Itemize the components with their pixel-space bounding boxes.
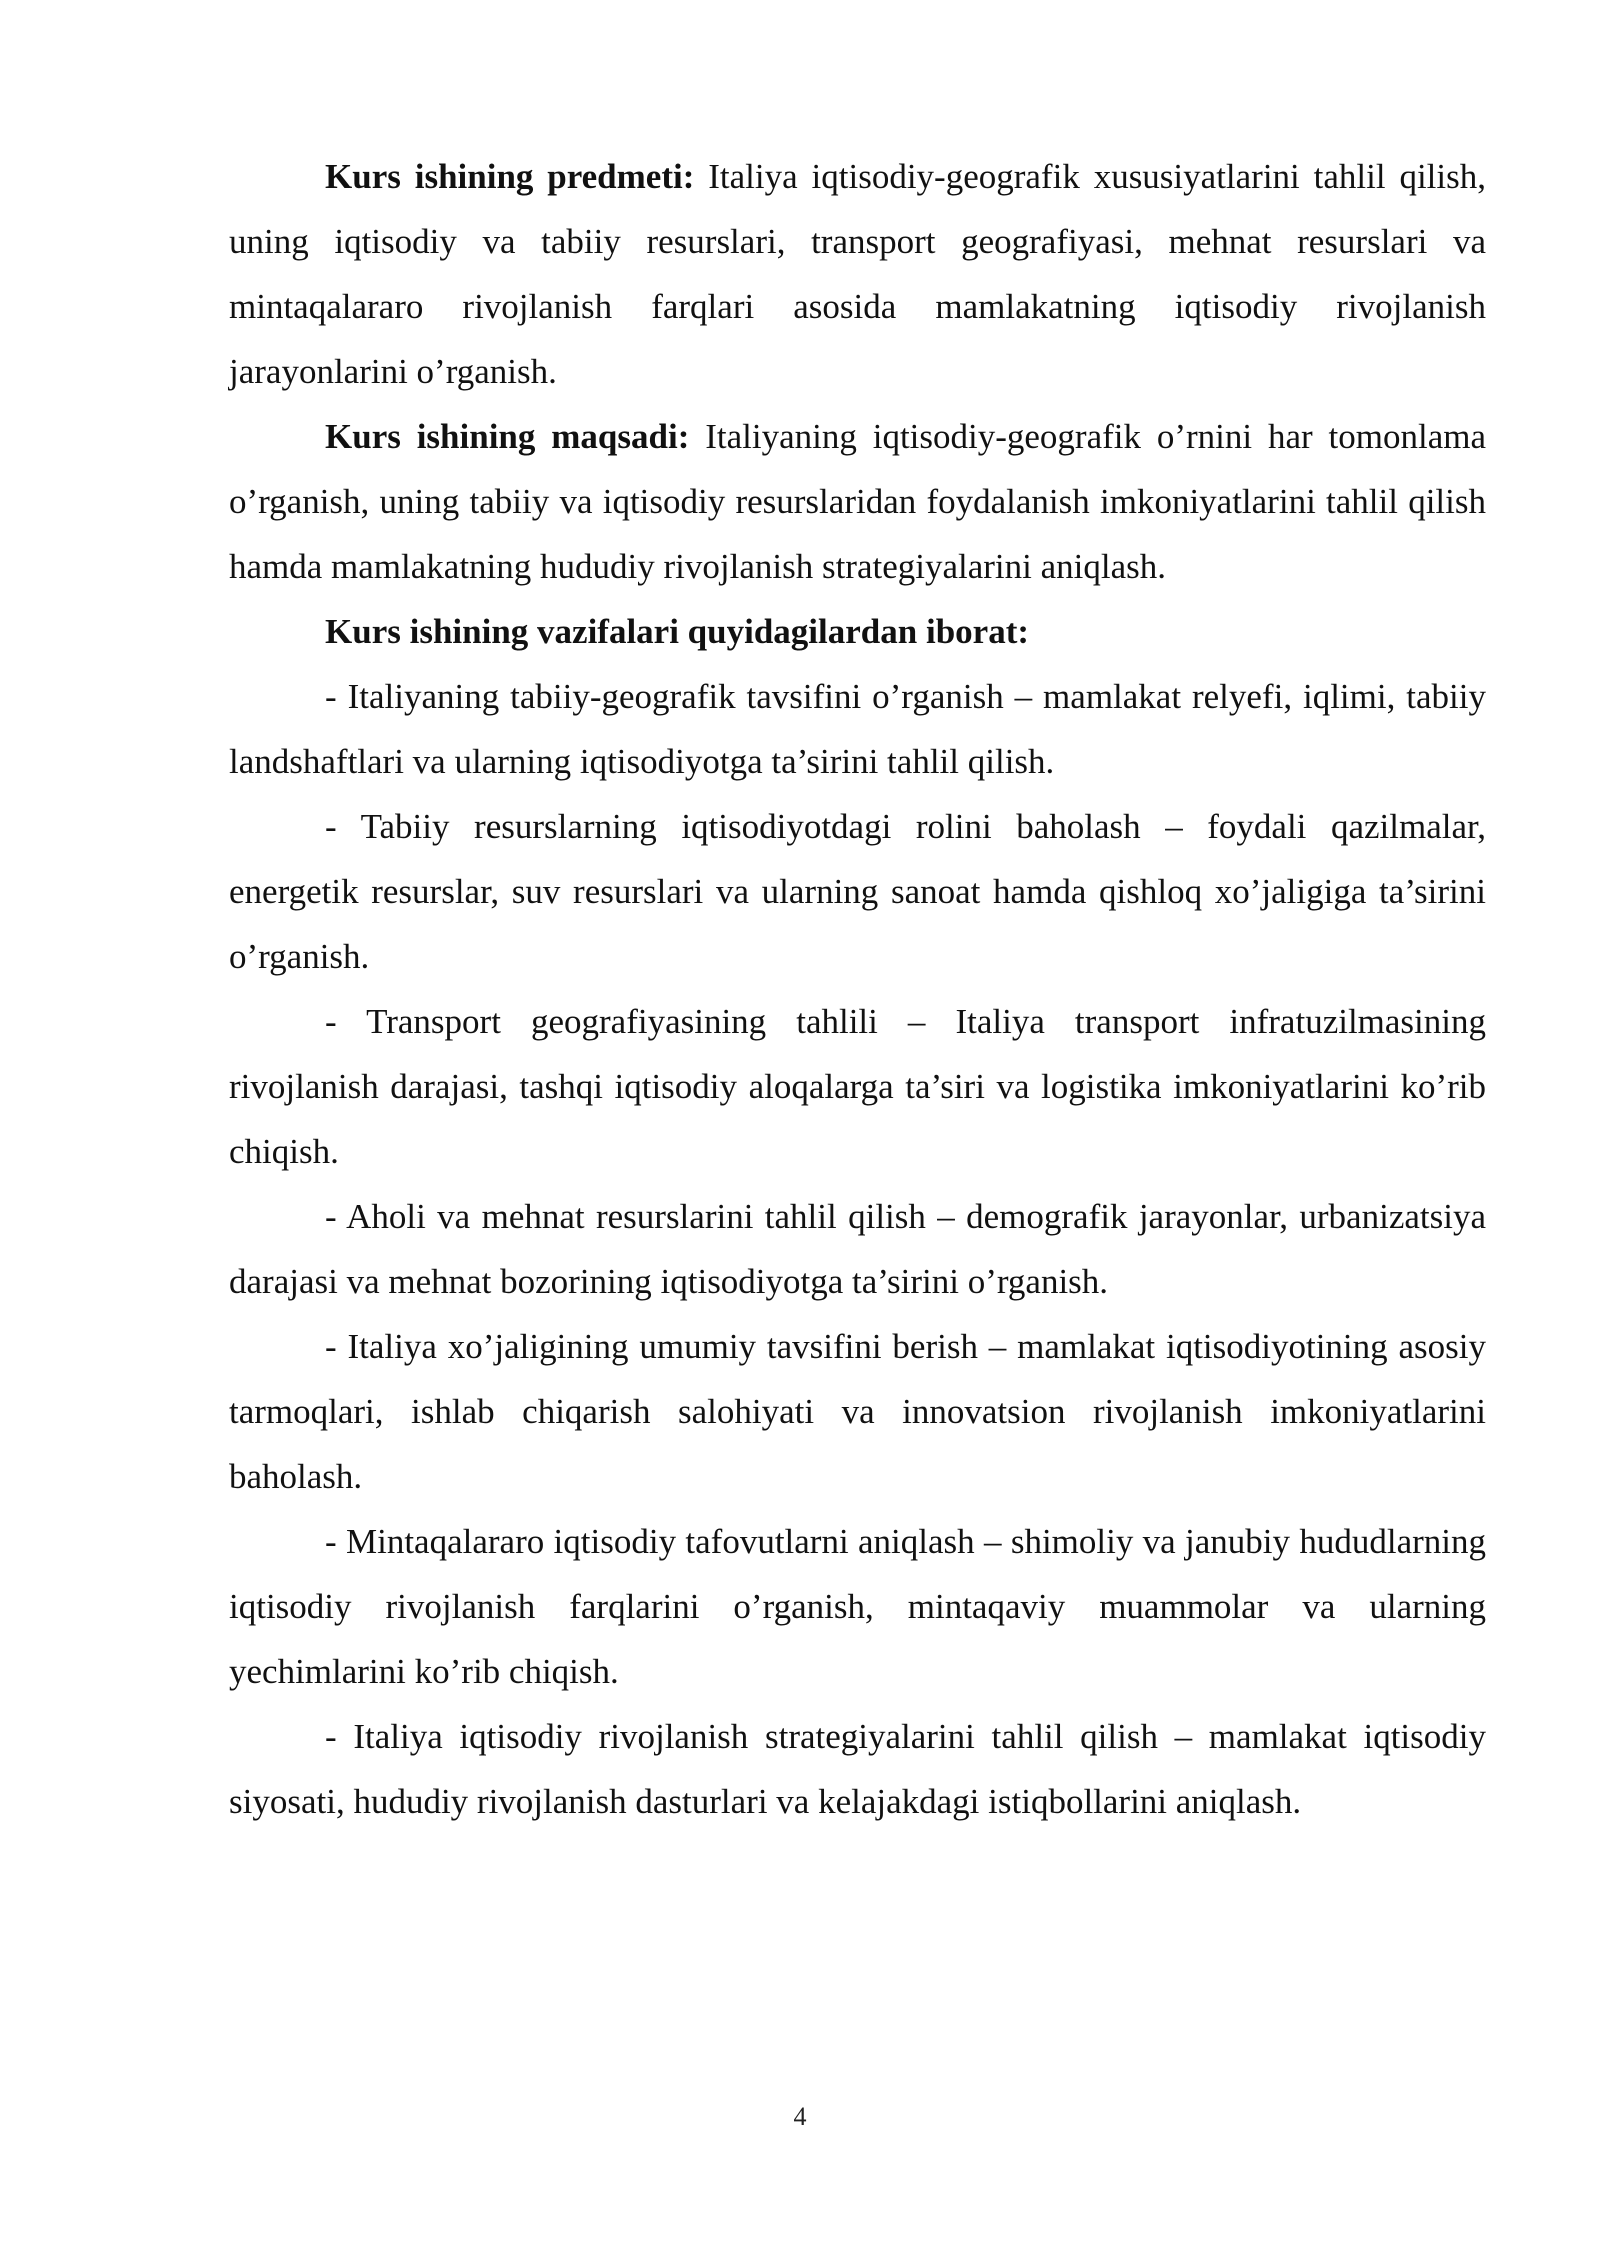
subject-text: Italiya iqtisodiy-geografik xususiyatlarini tahlil qilish, uning iqtisodiy va tabiiy resurslari, transport geografiyasi, mehnat resurslari va mintaqalararo rivojlanish farqlari asosida mamlakatning iqtisodiy rivojlanish jarayonlarini o’rganish. [229,157,1486,391]
task-item: - Mintaqalararo iqtisodiy tafovutlarni aniqlash – shimoliy va janubiy hududlarning iqtisodiy rivojlanish farqlarini o’rganish, mintaqaviy muammolar va ularning yechimlarini ko’rib chiqish. [229,1522,1486,1691]
goal-text: Italiyaning iqtisodiy-geografik o’rnini har tomonlama o’rganish, uning tabiiy va iqtisodiy resurslaridan foydalanish imkoniyatlarini tahlil qilish hamda mamlakatning hududiy rivojlanish strategiyalarini aniqlash. [229,417,1487,586]
task-item: - Italiyaning tabiiy-geografik tavsifini o’rganish – mamlakat relyefi, iqlimi, tabiiy landshaftlari va ularning iqtisodiyotga ta’sirini tahlil qilish. [229,677,1486,781]
goal-paragraph [229,404,1486,599]
task-item: - Aholi va mehnat resurslarini tahlil qilish – demografik jarayonlar, urbanizatsiya darajasi va mehnat bozorining iqtisodiyotga ta’sirini o’rganish. [229,1197,1486,1301]
task-item: - Tabiiy resurslarning iqtisodiyotdagi rolini baholash – foydali qazilmalar, energetik resurslar, suv resurslari va ularning sanoat hamda qishloq xo’jaligiga ta’sirini o’rganish. [229,807,1486,976]
task-item: - Italiya iqtisodiy rivojlanish strategiyalarini tahlil qilish – mamlakat iqtisodiy siyosati, hududiy rivojlanish dasturlari va kelajakdagi istiqbollarini aniqlash. [229,1717,1486,1821]
subject-paragraph [229,144,1486,404]
subject-label: Kurs ishining predmeti: [325,157,695,196]
task-item: - Italiya xo’jaligining umumiy tavsifini berish – mamlakat iqtisodiyotining asosiy tarmoqlari, ishlab chiqarish salohiyati va innovatsion rivojlanish imkoniyatlarini baholash. [229,1327,1486,1496]
tasks-heading: Kurs ishining vazifalari quyidagilardan iborat: [325,612,1029,651]
task-item: - Transport geografiyasining tahlili – Italiya transport infratuzilmasining rivojlanish darajasi, tashqi iqtisodiy aloqalarga ta’siri va logistika imkoniyatlarini ko’rib chiqish. [229,1002,1486,1171]
goal-label: Kurs ishining maqsadi: [325,417,690,456]
page-body [229,144,1486,1834]
page-number: 4 [793,2102,807,2131]
